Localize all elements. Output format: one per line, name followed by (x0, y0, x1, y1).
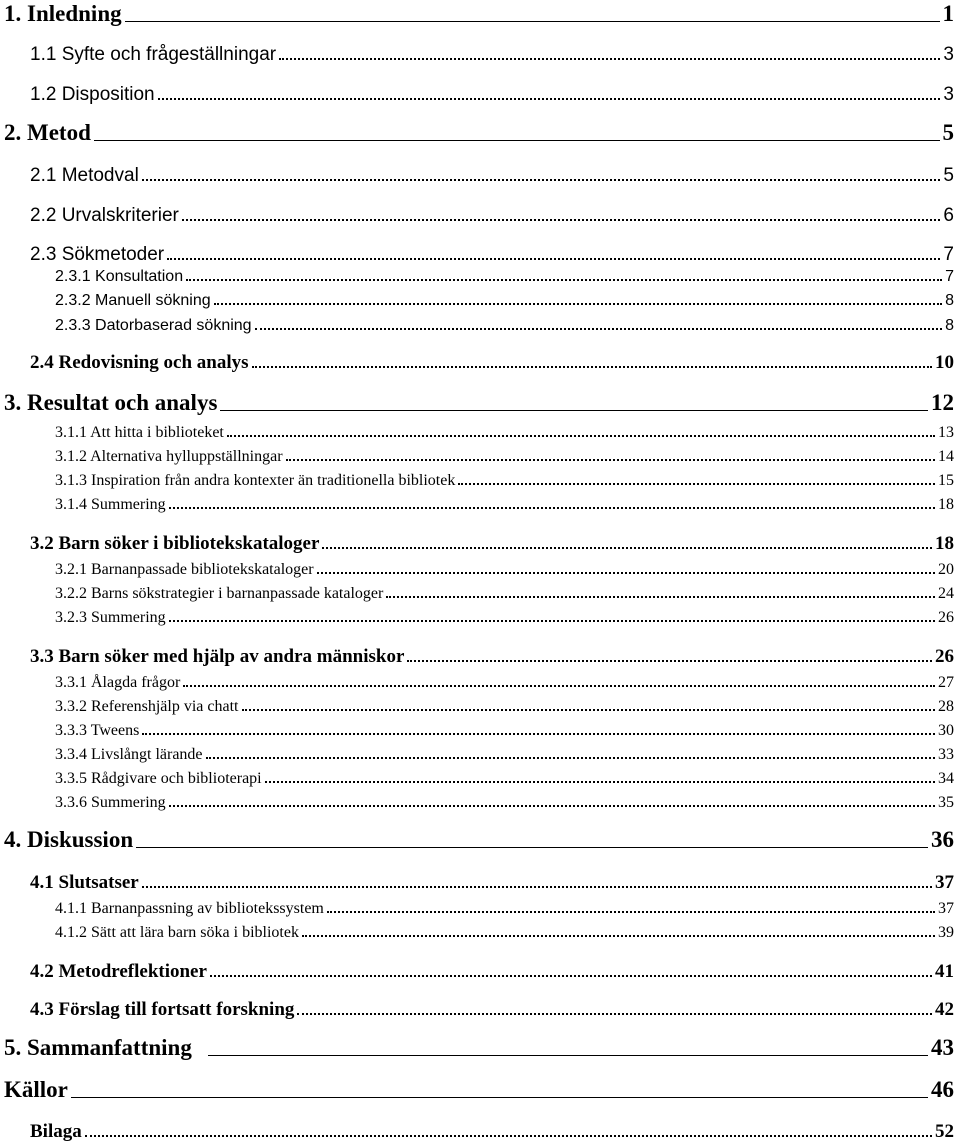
toc-entry-page: 39 (938, 924, 954, 941)
toc-entry-page: 10 (935, 352, 954, 373)
toc-entry-title: 4.1.1 Barnanpassning av bibliotekssystem (55, 900, 324, 917)
toc-entry-page: 34 (938, 770, 954, 787)
toc-entry-title: 3.3.1 Ålagda frågor (55, 674, 181, 691)
toc-entry-page: 18 (938, 496, 954, 513)
toc-leader-dots (167, 258, 940, 260)
toc-entry-title: 2.2 Urvalskriterier (30, 205, 179, 226)
toc-leader-line (94, 140, 940, 141)
toc-entry-page: 8 (945, 317, 954, 334)
toc-entry-title: 3.1.4 Summering (55, 496, 166, 513)
toc-leader-dots (85, 1135, 932, 1137)
toc-leader-line (71, 1097, 928, 1098)
toc-entry-title: 4.2 Metodreflektioner (30, 961, 207, 982)
toc-leader-dots (286, 459, 935, 461)
toc-entry-page: 13 (938, 424, 954, 441)
toc-entry-subsection[interactable] (55, 311, 954, 335)
toc-entry-chapter[interactable] (4, 388, 954, 416)
toc-leader-dots (142, 886, 932, 888)
toc-entry-subsection[interactable] (55, 918, 954, 942)
toc-leader-dots (169, 805, 935, 807)
toc-leader-dots (255, 328, 943, 330)
toc-entry-title: 2.4 Redovisning och analys (30, 352, 249, 373)
toc-leader-dots (142, 733, 935, 735)
toc-entry-chapter[interactable] (4, 118, 954, 146)
toc-leader-dots (169, 620, 935, 622)
toc-entry-page: 12 (931, 390, 954, 415)
toc-leader-dots (265, 781, 935, 783)
toc-entry-title: 3.3.2 Referenshjälp via chatt (55, 698, 239, 715)
toc-entry-page: 35 (938, 794, 954, 811)
toc-entry-page: 20 (938, 561, 954, 578)
toc-entry-section[interactable] (30, 38, 954, 66)
toc-entry-section[interactable] (30, 955, 954, 983)
toc-leader-dots (186, 279, 942, 281)
toc-leader-dots (242, 709, 936, 711)
toc-entry-subsection[interactable] (55, 286, 954, 310)
toc-entry-page: 14 (938, 448, 954, 465)
toc-leader-dots (142, 179, 941, 181)
toc-entry-title: 3.1.2 Alternativa hylluppställningar (55, 448, 283, 465)
toc-leader-dots (227, 435, 935, 437)
toc-entry-title: 2.3.1 Konsultation (55, 268, 184, 285)
toc-entry-subsection[interactable] (55, 764, 954, 788)
toc-entry-title: 2.3.2 Manuell sökning (55, 292, 211, 309)
toc-entry-title: 3.2.2 Barns sökstrategier i barnanpassade kataloger (55, 585, 384, 602)
toc-entry-subsection[interactable] (55, 262, 954, 286)
toc-entry-page: 52 (935, 1121, 954, 1142)
toc-entry-section[interactable] (30, 527, 954, 555)
toc-entry-page: 3 (943, 84, 954, 105)
toc-entry-page: 30 (938, 722, 954, 739)
toc-entry-page: 41 (935, 961, 954, 982)
toc-entry-section[interactable] (30, 640, 954, 668)
toc-entry-title: 3.1.1 Att hitta i biblioteket (55, 424, 224, 441)
toc-leader-dots (210, 975, 932, 977)
toc-leader-dots (182, 219, 941, 221)
toc-entry-title: 3.2 Barn söker i bibliotekskataloger (30, 533, 320, 554)
toc-leader-dots (214, 303, 942, 305)
toc-entry-page: 42 (935, 999, 954, 1020)
toc-entry-subsection[interactable] (55, 788, 954, 812)
toc-entry-page: 8 (945, 292, 954, 309)
toc-entry-page: 28 (938, 698, 954, 715)
toc-entry-page: 5 (942, 120, 954, 145)
toc-leader-dots (302, 935, 935, 937)
toc-entry-title: 3.2.3 Summering (55, 609, 166, 626)
toc-entry-title: 1.2 Disposition (30, 84, 155, 105)
toc-leader-dots (279, 58, 940, 60)
toc-entry-title: 2.3 Sökmetoder (30, 244, 165, 265)
toc-entry-title: 1. Inledning (4, 1, 122, 26)
toc-entry-subsection[interactable] (55, 603, 954, 627)
toc-leader-dots (252, 366, 932, 368)
toc-leader-dots (317, 572, 935, 574)
toc-entry-page: 33 (938, 746, 954, 763)
toc-entry-title: Källor (4, 1077, 68, 1102)
toc-entry-page: 37 (935, 872, 954, 893)
toc-entry-page: 6 (943, 205, 954, 226)
toc-entry-section[interactable] (30, 159, 954, 187)
toc-entry-subsection[interactable] (55, 579, 954, 603)
toc-entry-page: 3 (943, 44, 954, 65)
toc-entry-page: 15 (938, 472, 954, 489)
toc-entry-title: 5. Sammanfattning (4, 1035, 192, 1060)
toc-leader-dots (458, 483, 935, 485)
toc-entry-title: 4.1.2 Sätt att lära barn söka i bibliotek (55, 924, 299, 941)
toc-entry-page: 18 (935, 533, 954, 554)
toc-leader-line (208, 1055, 928, 1056)
toc-entry-title: 3. Resultat och analys (4, 390, 218, 415)
toc-entry-title: 2.3.3 Datorbaserad sökning (55, 317, 252, 334)
toc-leader-dots (407, 660, 932, 662)
toc-entry-chapter[interactable] (4, 825, 954, 853)
toc-entry-title: 3.3.4 Livslångt lärande (55, 746, 203, 763)
toc-entry-chapter[interactable] (4, 0, 954, 27)
toc-entry-page: 7 (943, 244, 954, 265)
toc-entry-section[interactable] (30, 1115, 954, 1143)
toc-leader-line (220, 410, 928, 411)
toc-entry-page: 27 (938, 674, 954, 691)
toc-entry-title: 3.3.3 Tweens (55, 722, 140, 739)
toc-entry-page: 5 (943, 165, 954, 186)
toc-entry-section[interactable] (30, 199, 954, 227)
toc-entry-page: 26 (935, 646, 954, 667)
toc-entry-subsection[interactable] (55, 668, 954, 692)
toc-entry-page: 43 (931, 1035, 954, 1060)
toc-entry-page: 24 (938, 585, 954, 602)
toc-entry-section[interactable] (30, 866, 954, 894)
toc-entry-page: 36 (931, 827, 954, 852)
toc-entry-section[interactable] (30, 346, 954, 374)
toc-entry-title: 4.1 Slutsatser (30, 872, 139, 893)
toc-leader-dots (297, 1013, 932, 1015)
toc-leader-dots (206, 757, 935, 759)
toc-entry-title: 3.3.5 Rådgivare och biblioterapi (55, 770, 262, 787)
toc-leader-dots (169, 507, 935, 509)
toc-leader-dots (386, 596, 935, 598)
toc-leader-dots (183, 685, 935, 687)
toc-entry-section[interactable] (30, 993, 954, 1021)
toc-entry-title: 2. Metod (4, 120, 91, 145)
toc-entry-title: 3.1.3 Inspiration från andra kontexter än traditionella bibliotek (55, 472, 456, 489)
toc-leader-dots (158, 98, 941, 100)
toc-entry-title: 3.3.6 Summering (55, 794, 166, 811)
toc-entry-title: 4. Diskussion (4, 827, 134, 852)
toc-entry-subsection[interactable] (55, 442, 954, 466)
toc-entry-subsection[interactable] (55, 418, 954, 442)
toc-entry-section[interactable] (30, 78, 954, 106)
toc-entry-page: 26 (938, 609, 954, 626)
toc-entry-page: 7 (945, 268, 954, 285)
toc-entry-subsection[interactable] (55, 555, 954, 579)
toc-entry-subsection[interactable] (55, 894, 954, 918)
toc-leader-dots (327, 911, 935, 913)
toc-entry-title: 3.3 Barn söker med hjälp av andra människor (30, 646, 405, 667)
toc-leader-dots (322, 547, 932, 549)
toc-entry-subsection[interactable] (55, 740, 954, 764)
toc-entry-chapter[interactable] (4, 1033, 954, 1061)
toc-entry-page: 46 (931, 1077, 954, 1102)
toc-entry-title: 2.1 Metodval (30, 165, 139, 186)
toc-entry-title: Bilaga (30, 1121, 82, 1142)
toc-entry-subsection[interactable] (55, 466, 954, 490)
toc-leader-line (125, 21, 940, 22)
toc-entry-subsection[interactable] (55, 490, 954, 514)
toc-entry-title: 3.2.1 Barnanpassade bibliotekskataloger (55, 561, 314, 578)
toc-entry-title: 1.1 Syfte och frågeställningar (30, 44, 277, 65)
toc-entry-subsection[interactable] (55, 716, 954, 740)
toc-entry-page: 1 (942, 1, 954, 26)
toc-entry-chapter[interactable] (4, 1075, 954, 1103)
toc-entry-subsection[interactable] (55, 692, 954, 716)
toc-entry-title: 4.3 Förslag till fortsatt forskning (30, 999, 295, 1020)
toc-entry-page: 37 (938, 900, 954, 917)
toc-leader-line (136, 847, 928, 848)
